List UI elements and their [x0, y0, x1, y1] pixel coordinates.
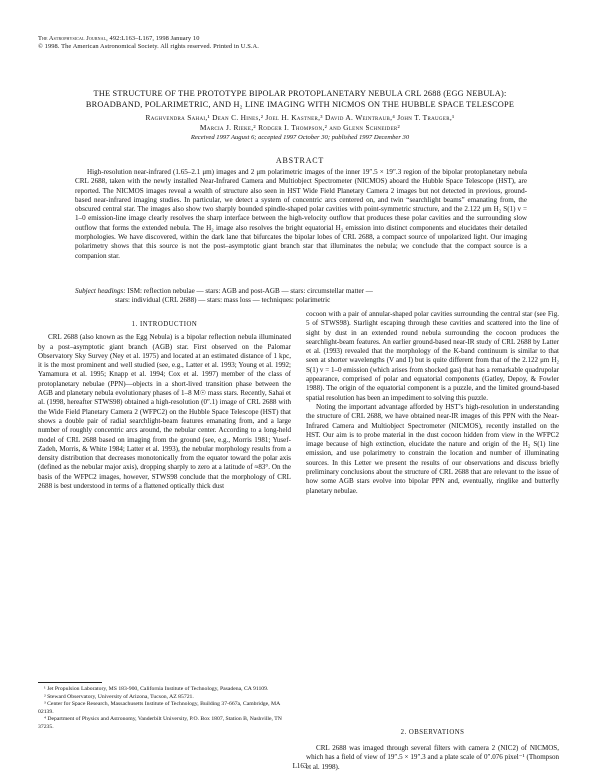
journal-header: [38, 35, 259, 51]
footnote-divider: [38, 682, 102, 683]
introduction-paragraph-1: CRL 2688 (also known as the Egg Nebula) is a bipolar reflection nebula illuminated by a post–asymptotic giant branch (AGB) star. First observed on the Palomar Observatory Sky Survey (Ney et al. 1975) and located at an estimated distance of 1 kpc, it is the most prominent and well studied (see, e.g., Latter et al. 1993; Young et al. 1992; Yamamura et al. 1995; Knapp et al. 1994; Cox et al. 1997) member of the class of protoplanetary nebulae (PPN)—objects in a short-lived transition phase between the AGB and planetary nebula evolutionary phases of 1–8 M☉ mass stars. Recently, Sahai et al. (1998, hereafter STWS98) obtained a high-resolution (0″.1) image of CRL 2688 with the Wide Field Planetary Camera 2 (WFPC2) on the Hubble Space Telescope (HST) that shows a double pair of radial searchlight-beam features emanating from, and a large number of roughly concentric arcs around, the nebular center. According to a long-held model of CRL 2688 based on imaging from the ground (see, e.g., Morris 1981; Yusef-Zadeh, Morris, & White 1984; Latter et al. 1993), the nebular morphology results from a density distribution that decreases monotonically from the equator toward the polar axis (defined as the nebular major axis), dropping sharply to zero at a latitude of ≈83°. On the basis of the WFPC2 images, however, STWS98 conclude that the morphology of CRL 2688 is best understood in terms of a flattened optically thick dust: [38, 333, 291, 491]
observations-heading: 2. OBSERVATIONS: [400, 729, 465, 736]
footnote-3: ³ Center for Space Research, Massachusetts Institute of Technology, Building 37-667a, Cambridge, MA 02139.: [38, 701, 280, 715]
title-block: [36, 88, 564, 142]
footnotes: [38, 686, 291, 732]
subject-label: Subject headings:: [75, 287, 126, 295]
footnote-2: ² Steward Observatory, University of Arizona, Tucson, AZ 85721.: [44, 693, 194, 700]
subject-headings: [75, 287, 527, 306]
abstract-heading: ABSTRACT: [275, 156, 325, 165]
subject-line-2: stars: individual (CRL 2688) — stars: mass loss — techniques: polarimetric: [115, 296, 331, 305]
citation-text: , 492:L163–L167, 1998 January 10: [106, 35, 200, 42]
page-number: L163: [292, 762, 308, 770]
introduction-paragraph-2: Noting the important advantage afforded by HST’s high-resolution in understanding the structure of CRL 2688, we have obtained near-IR images of this PPN with the Near-Infrared Camera and Multiobject Spectrometer (NICMOS), recently installed on the HST. Our aim is to probe material in the dust cocoon hidden from view in the WFPC2 image because of high extinction, elucidate the nature and origin of the H₂ S(1) line emission, and use polarimetry to constrain the location and number of illuminating sources. In this Letter we present the results of our observations and discuss briefly preliminary conclusions about the structure of CRL 2688 that are relevant to the issue of how some AGB stars evolve into bipolar PPN and, eventually, ringlike and butterfly planetary nebulae.: [306, 402, 559, 495]
journal-citation: [38, 35, 259, 43]
author-list: [36, 113, 564, 133]
copyright-line: © 1998. The American Astronomical Society. All rights reserved. Printed in U.S.A.: [38, 43, 259, 50]
footnote-4: ⁴ Department of Physics and Astronomy, Vanderbilt University, P.O. Box 1807, Station B, Nashville, TN 37235.: [38, 716, 282, 730]
authors-line-1: Raghvendra Sahai,¹ Dean C. Hines,² Joel H. Kastner,³ David A. Weintraub,⁴ John T. Trauger,¹: [145, 113, 455, 122]
left-column: [38, 314, 291, 491]
title-line-1: THE STRUCTURE OF THE PROTOTYPE BIPOLAR PROTOPLANETARY NEBULA CRL 2688 (EGG NEBULA):: [93, 89, 507, 98]
paper-title: [36, 88, 564, 110]
received-dates: Received 1997 August 6; accepted 1997 October 30; published 1997 December 30: [190, 134, 410, 141]
right-column: [306, 310, 559, 496]
footnote-1: ¹ Jet Propulsion Laboratory, MS 183-900, California Institute of Technology, Pasadena, CA 91109.: [44, 686, 269, 692]
abstract-text: High-resolution near-infrared (1.65–2.1 μm) images and 2 μm polarimetric images of the inner 19″.5 × 19″.3 region of the bipolar protoplanetary nebula CRL 2688, taken with the newly installed Near-Infrared Camera and Multiobject Spectrometer (NICMOS) aboard the Hubble Space Telescope (HST), are reported. The NICMOS images reveal a wealth of structure also seen in HST Wide Field Planetary Camera 2 images but not detected in previous, ground-based near-infrared imaging studies. In particular, we detect a system of concentric arcs centered on, and twin “searchlight beams” emanating from, the obscured central star. The images also show two sharply bounded spindle-shaped polar cavities with point-symmetric structure, and the 2.122 μm H₂ S(1) v = 1–0 emission-line image clearly resolves the sharp interface between the high-velocity outflow that produces these polar cavities and the surrounding slow outflow that forms the extended nebula. The H₂ image also resolves the bright equatorial H₂ emission into distinct components and elucidates their detailed morphologies. We have discovered, within the dark lane that bifurcates the bipolar lobes of CRL 2688, a compact source of unpolarized light. Our imaging polarimetry shows that this source is not the post–asymptotic giant branch star that illuminates the nebula; we conclude that the compact source is a companion star.: [75, 168, 527, 260]
authors-line-2: Marcia J. Rieke,² Rodger I. Thompson,² and Glenn Schneider²: [199, 123, 401, 132]
introduction-heading: 1. INTRODUCTION: [131, 321, 198, 328]
journal-name: The Astrophysical Journal: [38, 35, 107, 42]
observations-paragraph: CRL 2688 was imaged through several filters with camera 2 (NIC2) of NICMOS, which has a field of view of 19″.5 × 19″.3 and a plate scale of 0″.076 pixel⁻¹ (Thompson et al. 1998).: [306, 744, 559, 771]
title-line-2: BROADBAND, POLARIMETRIC, AND H₂ LINE IMAGING WITH NICMOS ON THE HUBBLE SPACE TELESCOPE: [85, 100, 515, 109]
subject-line-1: ISM: reflection nebulae — stars: AGB and post-AGB — stars: circumstellar matter —: [125, 287, 373, 295]
introduction-paragraph-1-continued: cocoon with a pair of annular-shaped polar cavities surrounding the central star (see Fig. 5 of STWS98). Starlight escaping through these cavities and scattered into the line of sight by dust in an extended round nebula surrounding the cocoon produces the searchlight-beam features. An earlier ground-based near-IR study of CRL 2688 by Latter et al. (1993) revealed that the morphology of the K-band continuum is similar to that seen at shorter wavelengths (V and I) but is quite different from that of the 2.122 μm H₂ S(1) v = 1–0 emission (which arises from shocked gas) that has a remarkable quadrupolar appearance, comprised of polar and equatorial components (Gatley, Depoy, & Fowler 1988). The origin of the equatorial component is a puzzle, and the limited ground-based spatial resolution has been an impediment to solving this puzzle.: [306, 310, 559, 402]
